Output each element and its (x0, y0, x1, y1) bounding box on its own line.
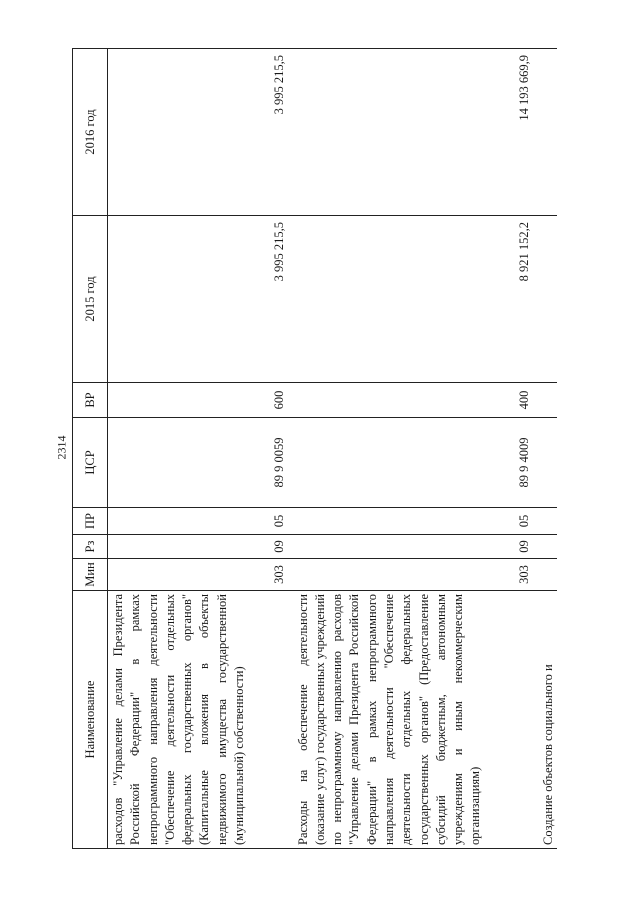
row-min (538, 559, 557, 591)
header-min: Мин (73, 559, 108, 591)
row-2015: 3 995 215,5 (108, 216, 293, 383)
header-2016: 2016 год (73, 49, 108, 216)
row-vr (538, 383, 557, 418)
header-name: Наименование (73, 591, 108, 849)
header-2015: 2015 год (73, 216, 108, 383)
rotated-page (72, 49, 612, 849)
row-pr: 05 (293, 508, 538, 535)
table-row (293, 49, 538, 849)
header-csr: ЦСР (73, 418, 108, 508)
row-rz (538, 535, 557, 559)
row-2016: 3 995 215,5 (108, 49, 293, 216)
row-name: Расходы на обеспечение деятельности (оказание услуг) государственных учреждений по непрограммному направлению расходов "Управление делами Президента Российской Федерации" в рамках непрограммного направления деятельности "Обеспечение деятельности отдельных федеральных государственных органов" (Предоставление субсидий бюджетным, автономным учреждениям и иным некоммерческим организациям) (293, 591, 538, 849)
row-2015 (538, 216, 557, 383)
row-csr: 89 9 0059 (108, 418, 293, 508)
header-pr: ПР (73, 508, 108, 535)
row-vr: 600 (108, 383, 293, 418)
table-header-row (73, 49, 108, 849)
row-csr: 89 9 4009 (293, 418, 538, 508)
table-row (108, 49, 293, 849)
row-rz: 09 (293, 535, 538, 559)
row-csr (538, 418, 557, 508)
row-min: 303 (108, 559, 293, 591)
row-2016 (538, 49, 557, 216)
row-pr: 05 (108, 508, 293, 535)
budget-table (72, 48, 557, 849)
header-vr: ВР (73, 383, 108, 418)
row-name: расходов "Управление делами Президента Российской Федерации" в рамках непрограммного направления деятельности "Обеспечение деятельности отдельных федеральных государственных органов" (Капитальные вложения в объекты недвижимого имущества государственной (муниципальной) собственности) (108, 591, 293, 849)
row-min: 303 (293, 559, 538, 591)
row-name: Создание объектов социального и (538, 591, 557, 849)
page-number: 2314 (54, 435, 69, 460)
table-row (538, 49, 557, 849)
header-rz: Рз (73, 535, 108, 559)
row-rz: 09 (108, 535, 293, 559)
row-vr: 400 (293, 383, 538, 418)
row-2016: 14 193 669,9 (293, 49, 538, 216)
row-2015: 8 921 152,2 (293, 216, 538, 383)
row-pr (538, 508, 557, 535)
